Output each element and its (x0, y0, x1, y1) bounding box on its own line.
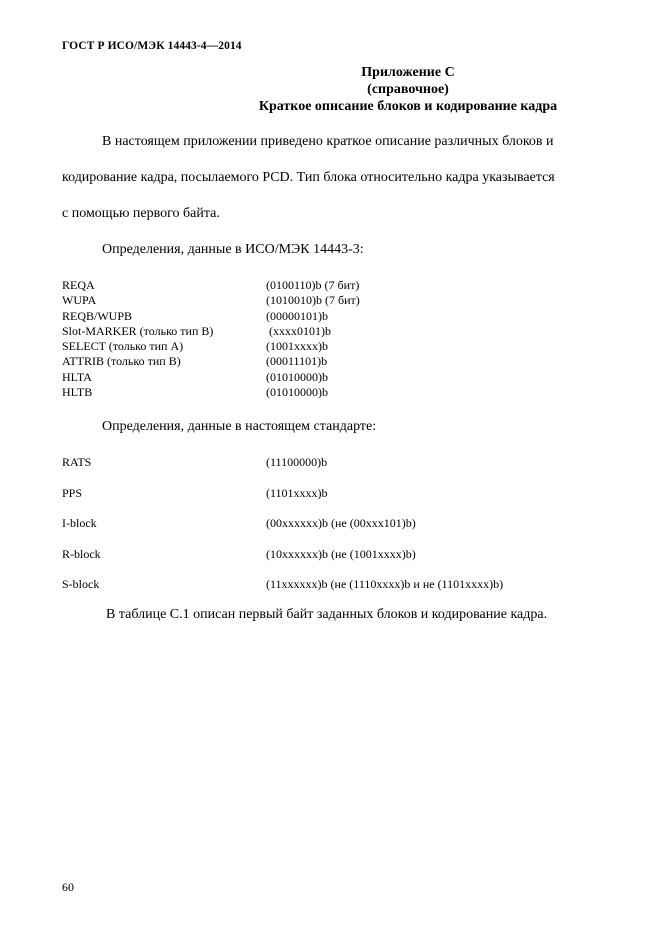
list-item (62, 354, 462, 369)
iso-defs-heading: Определения, данные в ИСО/МЭК 14443-3: (102, 242, 364, 257)
def-code: (00xxxxxx)b (не (00xxx101)b) (266, 516, 416, 530)
def-code: (1101xxxx)b (266, 485, 328, 500)
list-item (62, 370, 462, 385)
appendix-title-block (150, 64, 661, 115)
list-item (62, 339, 462, 354)
std-defs-heading: Определения, данные в настоящем стандарте: (102, 419, 377, 434)
intro-line-2: кодирование кадра, посылаемого PCD. Тип блока относительно кадра указывается (62, 170, 555, 185)
def-code: (1010010)b (7 бит) (266, 293, 360, 308)
def-code: (01010000)b (266, 369, 328, 384)
def-name: R-block (62, 546, 101, 561)
list-item (62, 278, 462, 293)
def-code: (00000101)b (266, 308, 328, 323)
def-name: HLTA (62, 369, 92, 384)
def-name: RATS (62, 455, 92, 469)
appendix-note: (справочное) (367, 82, 449, 97)
def-code: (0100110)b (7 бит) (266, 278, 360, 292)
standard-header: ГОСТ Р ИСО/МЭК 14443-4—2014 (62, 40, 242, 52)
list-item (62, 324, 462, 339)
appendix-subtitle: Краткое описание блоков и кодирование кадра (258, 99, 558, 114)
def-code: (00011101)b (266, 354, 328, 369)
def-name: Slot-MARKER (только тип B) (62, 323, 214, 338)
appendix-title: Приложение С (361, 65, 455, 80)
def-code: (10xxxxxx)b (не (1001xxxx)b) (266, 546, 416, 561)
list-item (62, 309, 462, 324)
list-item (62, 455, 582, 486)
std-defs-list (62, 455, 582, 608)
list-item (62, 577, 582, 608)
intro-line-3: с помощью первого байта. (62, 206, 220, 221)
page-number: 60 (62, 880, 74, 894)
list-item (62, 486, 582, 517)
def-name: HLTB (62, 385, 93, 400)
def-code: (01010000)b (266, 385, 328, 400)
def-name: ATTRIB (только тип B) (62, 354, 181, 369)
def-code: (11100000)b (266, 455, 328, 469)
list-item (62, 516, 582, 547)
def-code: (xxxx0101)b (266, 323, 331, 338)
def-code: (1001xxxx)b (266, 339, 328, 354)
def-name: I-block (62, 516, 97, 530)
list-item (62, 385, 462, 400)
def-name: S-block (62, 577, 100, 591)
def-name: PPS (62, 485, 83, 500)
intro-line-1: В настоящем приложении приведено краткое описание различных блоков и (102, 134, 554, 149)
def-code: (11xxxxxx)b (не (1110xxxx)b и не (1101xxxx)b) (266, 577, 504, 591)
def-name: SELECT (только тип A) (62, 339, 184, 354)
def-name: REQB/WUPB (62, 308, 133, 323)
list-item (62, 293, 462, 308)
def-name: REQA (62, 278, 95, 292)
iso-defs-list (62, 278, 462, 400)
def-name: WUPA (62, 293, 97, 308)
list-item (62, 547, 582, 578)
closing-text: В таблице С.1 описан первый байт заданных блоков и кодирование кадра. (106, 607, 548, 622)
